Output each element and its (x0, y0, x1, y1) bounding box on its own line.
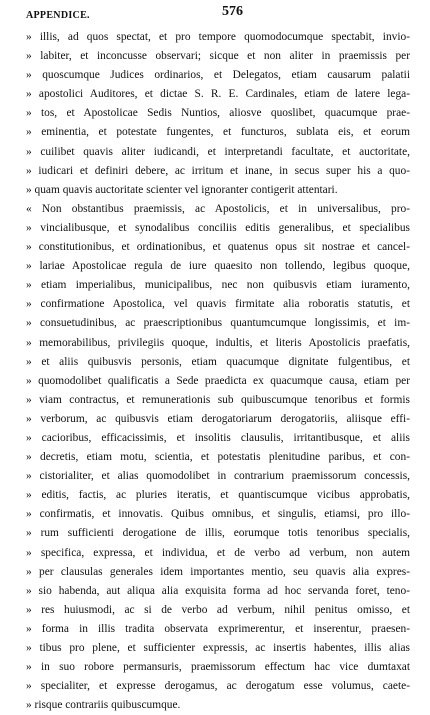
text-line: » tos, et Apostolicae Sedis Nuntios, aliosve quoslibet, quacumque prae- (26, 107, 410, 120)
text-line: » quoscumque Judices ordinarios, et Delegatos, etiam causarum palatii (26, 69, 410, 82)
text-line: » constitutionibus, et ordinationibus, et quatenus opus sit nostrae et cancel- (26, 241, 410, 254)
text-line: » cuilibet quavis aliter iudicandi, et interpretandi facultate, et auctoritate, (26, 145, 410, 158)
text-line: » rum sufficienti derogatione de illis, eorumque totis tenoribus specialis, (26, 527, 410, 540)
text-line: » eminentia, et potestate fungentes, et functuros, sublata eis, et eorum (26, 126, 410, 139)
text-line: » cacioribus, efficacissimis, et insolitis clausulis, irritantibusque, et aliis (26, 431, 410, 444)
text-line: » forma in illis tradita observata exprimerentur, et inserentur, praesen- (26, 622, 410, 635)
body-text (26, 28, 410, 715)
text-line: » viam contractus, et remunerationis sub quibuscumque tenoribus et formis (26, 393, 410, 406)
text-line: » confirmatione Apostolica, vel quavis firmitate alia roboratis statutis, et (26, 298, 410, 311)
text-line: » specifica, expressa, et individua, et de verbo ad verbum, non autem (26, 546, 410, 559)
text-line: » vincialibusque, et synodalibus conciliis editis generalibus, et specialibus (26, 221, 410, 234)
text-line: » sio habenda, aut aliqua alia exquisita forma ad hoc servanda foret, teno- (26, 584, 410, 597)
running-title: APPENDICE. (26, 10, 90, 21)
text-line: » res huiusmodi, ac si de verbo ad verbum, nihil penitus omisso, et (26, 603, 410, 616)
text-line: » labiter, et inconcusse observari; sicque et non aliter in praemissis per (26, 50, 410, 63)
running-head (26, 4, 410, 22)
text-line: » risque contrariis quibuscumque. (26, 699, 181, 712)
text-line: » in suo robore permansuris, praemissorum effectum hac vice dumtaxat (26, 661, 410, 674)
text-line: » memorabilibus, privilegiis quoque, indultis, et literis Apostolicis praefatis, (26, 336, 410, 349)
text-line: » quam quavis auctoritate scienter vel ignoranter contigerit attentari. (26, 183, 338, 196)
text-line: » illis, ad quos spectat, et pro tempore quomodocumque spectabit, invio- (26, 31, 410, 43)
text-line: » lariae Apostolicae regula de iure quaesito non tollendo, legibus quoque, (26, 260, 410, 273)
text-line: » decretis, etiam motu, scientia, et potestatis plenitudine paribus, et con- (26, 451, 410, 464)
text-line: » et aliis quibusvis personis, etiam quacumque dignitate fulgentibus, et (26, 355, 410, 368)
text-line: » etiam imperialibus, municipalibus, nec non quibusvis etiam iuramento, (26, 279, 410, 292)
text-line: » specialiter, et expresse derogamus, ac derogatum esse volumus, caete- (26, 680, 410, 693)
text-line: » per clausulas generales idem importantes mentio, seu quavis alia expres- (26, 565, 410, 578)
text-line: » tibus pro plene, et sufficienter expressis, ac insertis habentes, illis alias (26, 642, 410, 654)
text-line: » apostolici Auditores, et dictae S. R. E. Cardinales, etiam de latere lega- (26, 88, 410, 101)
text-line: » quomodolibet qualificatis a Sede praedicta ex quacumque causa, etiam per (26, 374, 410, 387)
text-line: » editis, factis, ac pluries iteratis, et quantiscumque vicibus approbatis, (26, 489, 410, 502)
text-line: » iudicari et definiri debere, ac irritum et inane, in secus super his a quo- (26, 164, 410, 177)
text-line: « Non obstantibus praemissis, ac Apostolicis, et in universalibus, pro- (26, 202, 410, 215)
text-line: » consuetudinibus, ac praescriptionibus quantumcumque longissimis, et im- (26, 317, 410, 330)
text-line: » confirmatis, et innovatis. Quibus omnibus, et singulis, etiamsi, pro illo- (26, 508, 410, 521)
page-number: 576 (222, 4, 243, 19)
text-line: » cistorialiter, et alias quomodolibet in contrarium praemissorum concessis, (26, 470, 410, 483)
text-line: » verborum, ac quibusvis etiam derogatoriarum derogatoriis, aliisque effi- (26, 412, 410, 425)
